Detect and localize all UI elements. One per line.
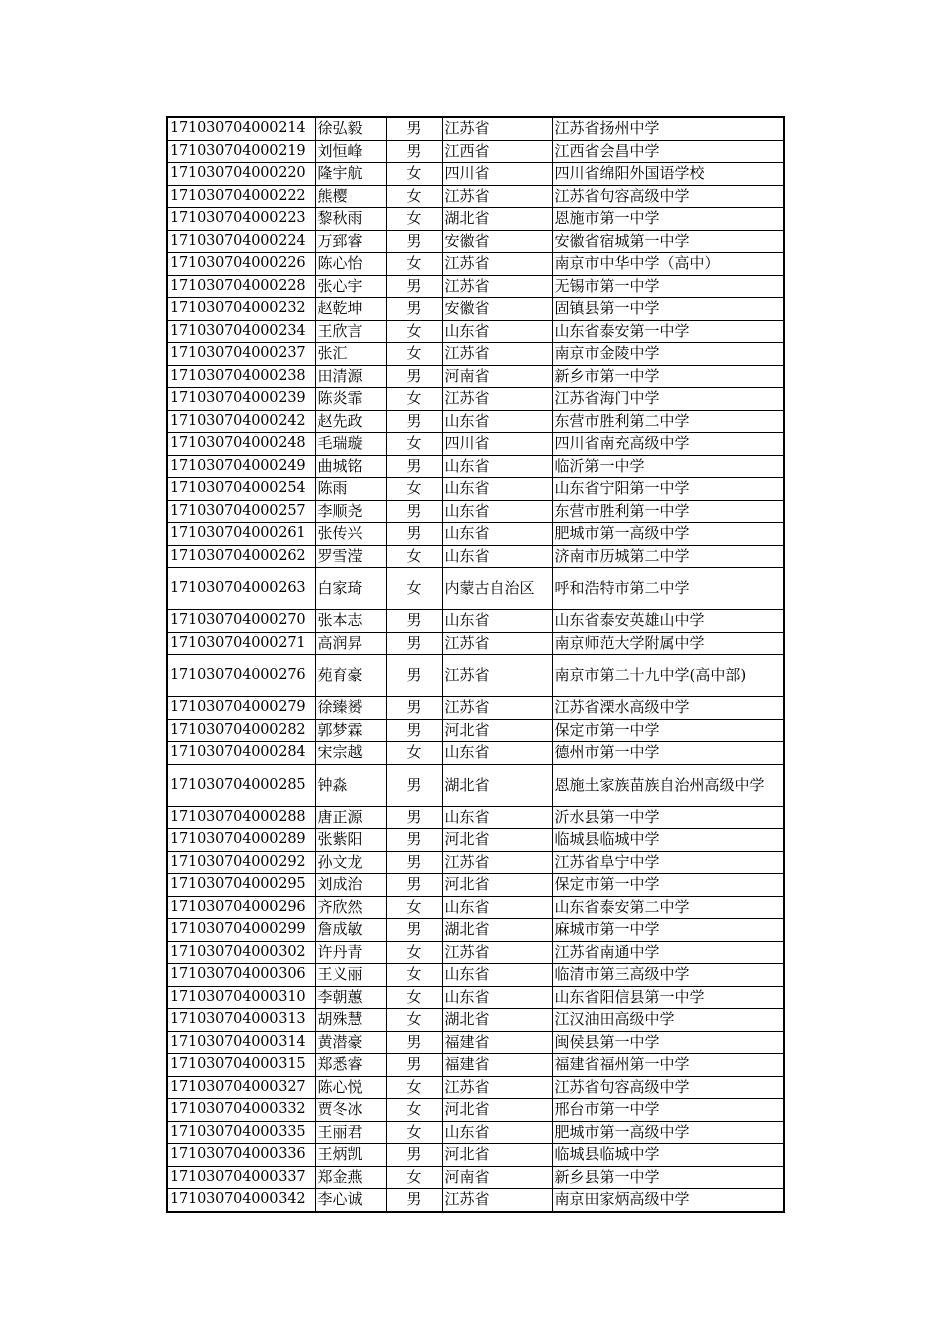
school-cell: 山东省泰安第二中学 (552, 896, 784, 919)
table-row (167, 410, 784, 433)
school-cell: 山东省宁阳第一中学 (552, 478, 784, 501)
province-cell: 山东省 (442, 523, 552, 546)
school-cell: 东营市胜利第二中学 (552, 410, 784, 433)
gender-cell: 男 (386, 851, 442, 874)
gender-cell: 女 (386, 1166, 442, 1189)
school-cell: 邢台市第一中学 (552, 1099, 784, 1122)
table-row (167, 851, 784, 874)
student-name-cell: 李朝蕙 (315, 986, 386, 1009)
student-name-cell: 孙文龙 (315, 851, 386, 874)
table-row (167, 941, 784, 964)
gender-cell: 男 (386, 919, 442, 942)
province-cell: 江苏省 (442, 1076, 552, 1099)
gender-cell: 女 (386, 986, 442, 1009)
province-cell: 江西省 (442, 140, 552, 163)
school-cell: 南京师范大学附属中学 (552, 632, 784, 655)
student-id-cell: 171030704000288 (167, 806, 315, 829)
student-id-cell: 171030704000214 (167, 117, 315, 140)
province-cell: 内蒙古自治区 (442, 568, 552, 610)
province-cell: 河北省 (442, 1144, 552, 1167)
gender-cell: 女 (386, 1009, 442, 1032)
student-id-cell: 171030704000237 (167, 343, 315, 366)
gender-cell: 女 (386, 964, 442, 987)
province-cell: 江苏省 (442, 697, 552, 720)
school-cell: 呼和浩特市第二中学 (552, 568, 784, 610)
gender-cell: 女 (386, 208, 442, 231)
school-cell: 江苏省扬州中学 (552, 117, 784, 140)
student-id-cell: 171030704000238 (167, 365, 315, 388)
gender-cell: 男 (386, 655, 442, 697)
table-row (167, 874, 784, 897)
province-cell: 四川省 (442, 163, 552, 186)
student-name-cell: 郑悉睿 (315, 1054, 386, 1077)
student-id-cell: 171030704000262 (167, 545, 315, 568)
table-row (167, 610, 784, 633)
province-cell: 山东省 (442, 806, 552, 829)
table-row (167, 388, 784, 411)
student-name-cell: 宋宗越 (315, 742, 386, 765)
student-name-cell: 陈心悦 (315, 1076, 386, 1099)
province-cell: 江苏省 (442, 941, 552, 964)
school-cell: 江汉油田高级中学 (552, 1009, 784, 1032)
gender-cell: 男 (386, 806, 442, 829)
gender-cell: 女 (386, 568, 442, 610)
student-name-cell: 赵先政 (315, 410, 386, 433)
table-row (167, 568, 784, 610)
school-cell: 固镇县第一中学 (552, 298, 784, 321)
province-cell: 山东省 (442, 320, 552, 343)
school-cell: 临城县临城中学 (552, 1144, 784, 1167)
student-name-cell: 毛瑞璇 (315, 433, 386, 456)
student-name-cell: 曲城铭 (315, 455, 386, 478)
student-id-cell: 171030704000249 (167, 455, 315, 478)
table-row (167, 1054, 784, 1077)
gender-cell: 男 (386, 697, 442, 720)
province-cell: 江苏省 (442, 253, 552, 276)
table-row (167, 806, 784, 829)
student-id-cell: 171030704000302 (167, 941, 315, 964)
roster-body (167, 117, 784, 1212)
school-cell: 恩施土家族苗族自治州高级中学 (552, 764, 784, 806)
school-cell: 保定市第一中学 (552, 719, 784, 742)
student-name-cell: 陈炎霏 (315, 388, 386, 411)
gender-cell: 男 (386, 117, 442, 140)
student-id-cell: 171030704000285 (167, 764, 315, 806)
school-cell: 南京市金陵中学 (552, 343, 784, 366)
student-id-cell: 171030704000248 (167, 433, 315, 456)
table-row (167, 1144, 784, 1167)
student-name-cell: 张本志 (315, 610, 386, 633)
student-id-cell: 171030704000289 (167, 829, 315, 852)
gender-cell: 女 (386, 253, 442, 276)
gender-cell: 男 (386, 1144, 442, 1167)
province-cell: 江苏省 (442, 117, 552, 140)
gender-cell: 男 (386, 455, 442, 478)
table-row (167, 1031, 784, 1054)
student-name-cell: 隆宇航 (315, 163, 386, 186)
province-cell: 山东省 (442, 545, 552, 568)
province-cell: 山东省 (442, 610, 552, 633)
gender-cell: 男 (386, 1189, 442, 1212)
student-id-cell: 171030704000279 (167, 697, 315, 720)
student-id-cell: 171030704000270 (167, 610, 315, 633)
gender-cell: 女 (386, 478, 442, 501)
school-cell: 肥城市第一高级中学 (552, 1121, 784, 1144)
table-row (167, 433, 784, 456)
gender-cell: 女 (386, 1099, 442, 1122)
school-cell: 南京市第二十九中学(高中部) (552, 655, 784, 697)
gender-cell: 男 (386, 610, 442, 633)
school-cell: 沂水县第一中学 (552, 806, 784, 829)
province-cell: 江苏省 (442, 185, 552, 208)
province-cell: 河北省 (442, 719, 552, 742)
gender-cell: 男 (386, 410, 442, 433)
table-row (167, 140, 784, 163)
student-name-cell: 王炳凯 (315, 1144, 386, 1167)
school-cell: 闽侯县第一中学 (552, 1031, 784, 1054)
gender-cell: 女 (386, 896, 442, 919)
student-name-cell: 苑育豪 (315, 655, 386, 697)
student-name-cell: 赵乾坤 (315, 298, 386, 321)
student-id-cell: 171030704000306 (167, 964, 315, 987)
student-roster-table (166, 116, 785, 1213)
table-row (167, 185, 784, 208)
student-id-cell: 171030704000313 (167, 1009, 315, 1032)
student-id-cell: 171030704000342 (167, 1189, 315, 1212)
school-cell: 江苏省句容高级中学 (552, 1076, 784, 1099)
province-cell: 山东省 (442, 455, 552, 478)
province-cell: 山东省 (442, 1121, 552, 1144)
province-cell: 山东省 (442, 500, 552, 523)
student-id-cell: 171030704000219 (167, 140, 315, 163)
school-cell: 四川省南充高级中学 (552, 433, 784, 456)
student-name-cell: 胡殊慧 (315, 1009, 386, 1032)
student-id-cell: 171030704000257 (167, 500, 315, 523)
gender-cell: 男 (386, 523, 442, 546)
province-cell: 福建省 (442, 1031, 552, 1054)
gender-cell: 男 (386, 230, 442, 253)
student-id-cell: 171030704000336 (167, 1144, 315, 1167)
table-row (167, 545, 784, 568)
student-name-cell: 郭梦霖 (315, 719, 386, 742)
school-cell: 江苏省溧水高级中学 (552, 697, 784, 720)
student-id-cell: 171030704000234 (167, 320, 315, 343)
student-name-cell: 刘成治 (315, 874, 386, 897)
province-cell: 安徽省 (442, 298, 552, 321)
school-cell: 东营市胜利第一中学 (552, 500, 784, 523)
school-cell: 江苏省海门中学 (552, 388, 784, 411)
student-id-cell: 171030704000337 (167, 1166, 315, 1189)
school-cell: 安徽省宿城第一中学 (552, 230, 784, 253)
gender-cell: 女 (386, 433, 442, 456)
province-cell: 江苏省 (442, 388, 552, 411)
gender-cell: 男 (386, 1054, 442, 1077)
province-cell: 湖北省 (442, 764, 552, 806)
school-cell: 麻城市第一中学 (552, 919, 784, 942)
school-cell: 临清市第三高级中学 (552, 964, 784, 987)
table-row (167, 253, 784, 276)
table-row (167, 697, 784, 720)
student-name-cell: 张汇 (315, 343, 386, 366)
student-name-cell: 王义丽 (315, 964, 386, 987)
student-name-cell: 黎秋雨 (315, 208, 386, 231)
gender-cell: 女 (386, 1076, 442, 1099)
school-cell: 南京市中华中学（高中） (552, 253, 784, 276)
province-cell: 河北省 (442, 829, 552, 852)
student-name-cell: 齐欣然 (315, 896, 386, 919)
province-cell: 四川省 (442, 433, 552, 456)
table-row (167, 275, 784, 298)
student-id-cell: 171030704000276 (167, 655, 315, 697)
student-name-cell: 陈雨 (315, 478, 386, 501)
student-name-cell: 钟淼 (315, 764, 386, 806)
student-name-cell: 詹成敏 (315, 919, 386, 942)
student-id-cell: 171030704000223 (167, 208, 315, 231)
student-name-cell: 刘恒峰 (315, 140, 386, 163)
table-row (167, 986, 784, 1009)
gender-cell: 女 (386, 320, 442, 343)
school-cell: 江苏省南通中学 (552, 941, 784, 964)
table-row (167, 478, 784, 501)
table-row (167, 896, 784, 919)
student-id-cell: 171030704000332 (167, 1099, 315, 1122)
school-cell: 新乡市第一中学 (552, 365, 784, 388)
student-name-cell: 李心诚 (315, 1189, 386, 1212)
school-cell: 山东省泰安英雄山中学 (552, 610, 784, 633)
province-cell: 河南省 (442, 1166, 552, 1189)
student-id-cell: 171030704000310 (167, 986, 315, 1009)
province-cell: 江苏省 (442, 275, 552, 298)
gender-cell: 女 (386, 185, 442, 208)
gender-cell: 男 (386, 632, 442, 655)
province-cell: 河北省 (442, 1099, 552, 1122)
student-name-cell: 白家琦 (315, 568, 386, 610)
school-cell: 四川省绵阳外国语学校 (552, 163, 784, 186)
province-cell: 山东省 (442, 964, 552, 987)
gender-cell: 男 (386, 500, 442, 523)
province-cell: 江苏省 (442, 851, 552, 874)
table-row (167, 1076, 784, 1099)
table-row (167, 632, 784, 655)
table-row (167, 964, 784, 987)
province-cell: 河南省 (442, 365, 552, 388)
student-name-cell: 徐弘毅 (315, 117, 386, 140)
province-cell: 湖北省 (442, 919, 552, 942)
gender-cell: 女 (386, 163, 442, 186)
school-cell: 恩施市第一中学 (552, 208, 784, 231)
province-cell: 安徽省 (442, 230, 552, 253)
school-cell: 无锡市第一中学 (552, 275, 784, 298)
table-row (167, 230, 784, 253)
province-cell: 江苏省 (442, 343, 552, 366)
student-id-cell: 171030704000295 (167, 874, 315, 897)
gender-cell: 男 (386, 1031, 442, 1054)
student-name-cell: 王欣言 (315, 320, 386, 343)
school-cell: 山东省泰安第一中学 (552, 320, 784, 343)
gender-cell: 男 (386, 719, 442, 742)
student-name-cell: 张心宇 (315, 275, 386, 298)
student-name-cell: 徐臻赟 (315, 697, 386, 720)
school-cell: 临沂第一中学 (552, 455, 784, 478)
table-row (167, 117, 784, 140)
table-row (167, 719, 784, 742)
gender-cell: 男 (386, 298, 442, 321)
student-name-cell: 张传兴 (315, 523, 386, 546)
table-row (167, 1099, 784, 1122)
table-row (167, 320, 784, 343)
student-name-cell: 黄潜豪 (315, 1031, 386, 1054)
table-row (167, 208, 784, 231)
student-name-cell: 万郅睿 (315, 230, 386, 253)
school-cell: 南京田家炳高级中学 (552, 1189, 784, 1212)
gender-cell: 女 (386, 388, 442, 411)
student-id-cell: 171030704000335 (167, 1121, 315, 1144)
table-row (167, 1009, 784, 1032)
student-id-cell: 171030704000284 (167, 742, 315, 765)
table-row (167, 829, 784, 852)
student-name-cell: 张紫阳 (315, 829, 386, 852)
student-id-cell: 171030704000327 (167, 1076, 315, 1099)
student-id-cell: 171030704000222 (167, 185, 315, 208)
province-cell: 河北省 (442, 874, 552, 897)
student-id-cell: 171030704000220 (167, 163, 315, 186)
student-name-cell: 李顺尧 (315, 500, 386, 523)
gender-cell: 男 (386, 764, 442, 806)
school-cell: 新乡县第一中学 (552, 1166, 784, 1189)
student-id-cell: 171030704000254 (167, 478, 315, 501)
school-cell: 保定市第一中学 (552, 874, 784, 897)
school-cell: 肥城市第一高级中学 (552, 523, 784, 546)
gender-cell: 男 (386, 365, 442, 388)
table-row (167, 655, 784, 697)
student-id-cell: 171030704000292 (167, 851, 315, 874)
table-row (167, 1121, 784, 1144)
school-cell: 济南市历城第二中学 (552, 545, 784, 568)
student-name-cell: 唐正源 (315, 806, 386, 829)
table-row (167, 523, 784, 546)
gender-cell: 女 (386, 1121, 442, 1144)
table-row (167, 764, 784, 806)
province-cell: 山东省 (442, 896, 552, 919)
gender-cell: 女 (386, 941, 442, 964)
student-name-cell: 陈心怡 (315, 253, 386, 276)
student-name-cell: 熊樱 (315, 185, 386, 208)
student-name-cell: 许丹青 (315, 941, 386, 964)
province-cell: 福建省 (442, 1054, 552, 1077)
student-id-cell: 171030704000282 (167, 719, 315, 742)
student-name-cell: 贾冬冰 (315, 1099, 386, 1122)
school-cell: 江西省会昌中学 (552, 140, 784, 163)
province-cell: 山东省 (442, 478, 552, 501)
student-name-cell: 罗雪滢 (315, 545, 386, 568)
student-id-cell: 171030704000224 (167, 230, 315, 253)
gender-cell: 女 (386, 742, 442, 765)
school-cell: 山东省阳信县第一中学 (552, 986, 784, 1009)
school-cell: 临城县临城中学 (552, 829, 784, 852)
student-id-cell: 171030704000314 (167, 1031, 315, 1054)
student-id-cell: 171030704000228 (167, 275, 315, 298)
gender-cell: 女 (386, 343, 442, 366)
table-row (167, 742, 784, 765)
student-id-cell: 171030704000263 (167, 568, 315, 610)
province-cell: 湖北省 (442, 1009, 552, 1032)
table-row (167, 163, 784, 186)
table-row (167, 343, 784, 366)
province-cell: 山东省 (442, 986, 552, 1009)
student-name-cell: 王丽君 (315, 1121, 386, 1144)
province-cell: 山东省 (442, 742, 552, 765)
student-name-cell: 田清源 (315, 365, 386, 388)
table-row (167, 919, 784, 942)
student-id-cell: 171030704000271 (167, 632, 315, 655)
province-cell: 江苏省 (442, 655, 552, 697)
student-id-cell: 171030704000315 (167, 1054, 315, 1077)
student-id-cell: 171030704000261 (167, 523, 315, 546)
student-id-cell: 171030704000296 (167, 896, 315, 919)
table-row (167, 455, 784, 478)
table-row (167, 1166, 784, 1189)
table-row (167, 365, 784, 388)
table-row (167, 298, 784, 321)
student-id-cell: 171030704000232 (167, 298, 315, 321)
gender-cell: 男 (386, 275, 442, 298)
school-cell: 福建省福州第一中学 (552, 1054, 784, 1077)
province-cell: 湖北省 (442, 208, 552, 231)
table-row (167, 500, 784, 523)
school-cell: 德州市第一中学 (552, 742, 784, 765)
gender-cell: 男 (386, 874, 442, 897)
student-id-cell: 171030704000226 (167, 253, 315, 276)
student-name-cell: 高润昇 (315, 632, 386, 655)
student-id-cell: 171030704000239 (167, 388, 315, 411)
province-cell: 山东省 (442, 410, 552, 433)
province-cell: 江苏省 (442, 632, 552, 655)
school-cell: 江苏省阜宁中学 (552, 851, 784, 874)
table-row (167, 1189, 784, 1212)
province-cell: 江苏省 (442, 1189, 552, 1212)
gender-cell: 女 (386, 545, 442, 568)
student-id-cell: 171030704000242 (167, 410, 315, 433)
student-id-cell: 171030704000299 (167, 919, 315, 942)
school-cell: 江苏省句容高级中学 (552, 185, 784, 208)
gender-cell: 男 (386, 829, 442, 852)
student-name-cell: 郑金燕 (315, 1166, 386, 1189)
gender-cell: 男 (386, 140, 442, 163)
